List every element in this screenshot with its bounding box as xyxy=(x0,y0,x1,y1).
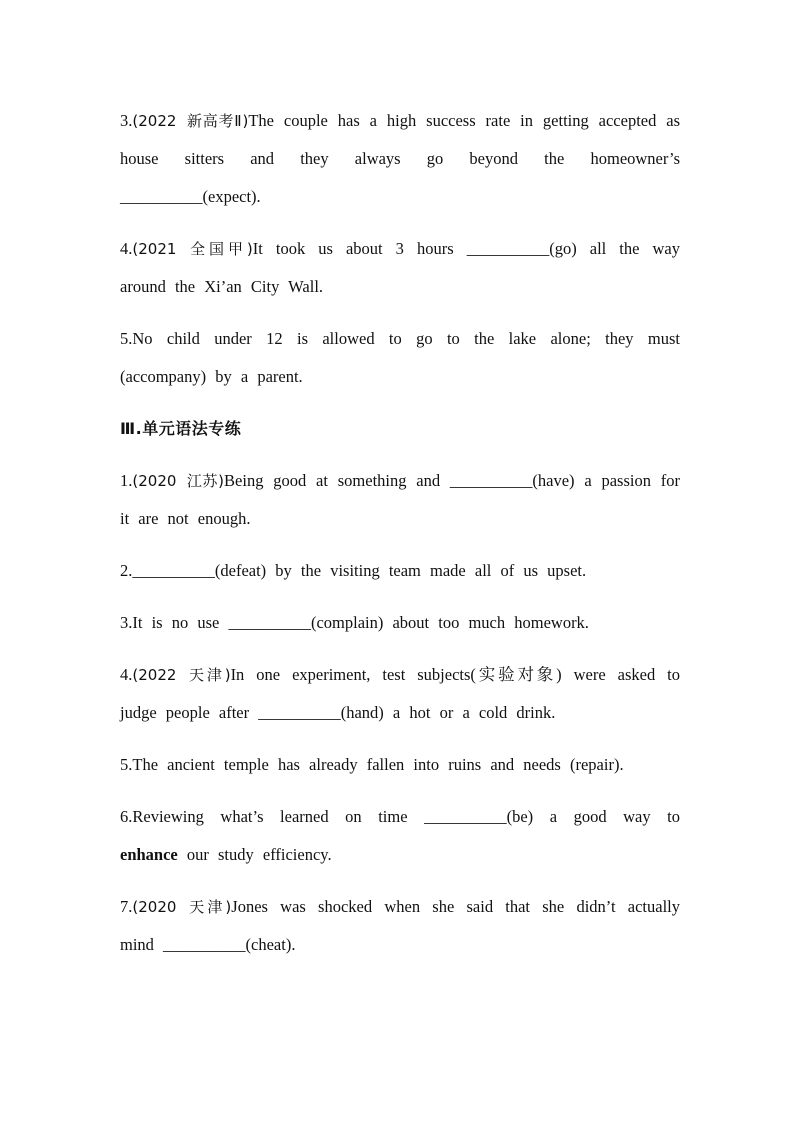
question-text: No child under 12 is allowed to go to the lake alone; they must (accompany) by a parent. xyxy=(120,329,680,386)
question-number: 5. xyxy=(120,329,133,348)
emphasized-word: enhance xyxy=(120,845,178,864)
question-3-7 xyxy=(120,888,680,964)
question-3-2 xyxy=(120,552,680,590)
question-text: The couple has a high success rate in getting accepted as house sitters and they always go beyond the homeowner’s __________(expect). xyxy=(120,111,681,206)
question-3-1 xyxy=(120,462,680,538)
question-text: It took us about 3 hours __________(go) all the way around the Xi’an City Wall. xyxy=(120,239,680,296)
question-number: 5. xyxy=(120,755,133,774)
question-text-tail: our study efficiency. xyxy=(177,845,332,864)
question-text: It is no use __________(complain) about too much homework. xyxy=(132,613,589,632)
question-source: (2020 江苏) xyxy=(132,472,225,490)
question-number: 3. xyxy=(120,613,133,632)
question-text: Reviewing what’s learned on time __________(be) a good way to xyxy=(132,807,680,826)
question-3-3 xyxy=(120,604,680,642)
question-source: (2022 天津) xyxy=(132,666,231,684)
question-2-4 xyxy=(120,230,680,306)
question-3-4 xyxy=(120,656,680,732)
question-source: (2020 天津) xyxy=(132,898,232,916)
exercise-content xyxy=(120,102,680,978)
question-number: 2. xyxy=(120,561,133,580)
question-source: (2021 全国甲) xyxy=(132,240,253,258)
question-source: (2022 新高考Ⅱ) xyxy=(132,112,249,130)
question-3-5 xyxy=(120,746,680,784)
question-text: The ancient temple has already fallen into ruins and needs (repair). xyxy=(132,755,624,774)
question-2-5 xyxy=(120,320,680,396)
question-number: 3. xyxy=(120,111,133,130)
question-text: __________(defeat) by the visiting team made all of us upset. xyxy=(132,561,587,580)
question-number: 6. xyxy=(120,807,133,826)
question-number: 7. xyxy=(120,897,133,916)
question-2-3 xyxy=(120,102,680,216)
question-3-6 xyxy=(120,798,680,874)
question-number: 4. xyxy=(120,665,133,684)
question-text: In one experiment, test subjects(实验对象) were asked to judge people after __________(hand) a hot or a cold drink. xyxy=(120,665,680,722)
question-number: 4. xyxy=(120,239,133,258)
section-title: Ⅲ.单元语法专练 xyxy=(120,419,242,438)
question-text: Being good at something and __________(have) a passion for it are not enough. xyxy=(120,471,681,528)
question-text: Jones was shocked when she said that she didn’t actually mind __________(cheat). xyxy=(120,897,680,954)
question-number: 1. xyxy=(120,471,133,490)
